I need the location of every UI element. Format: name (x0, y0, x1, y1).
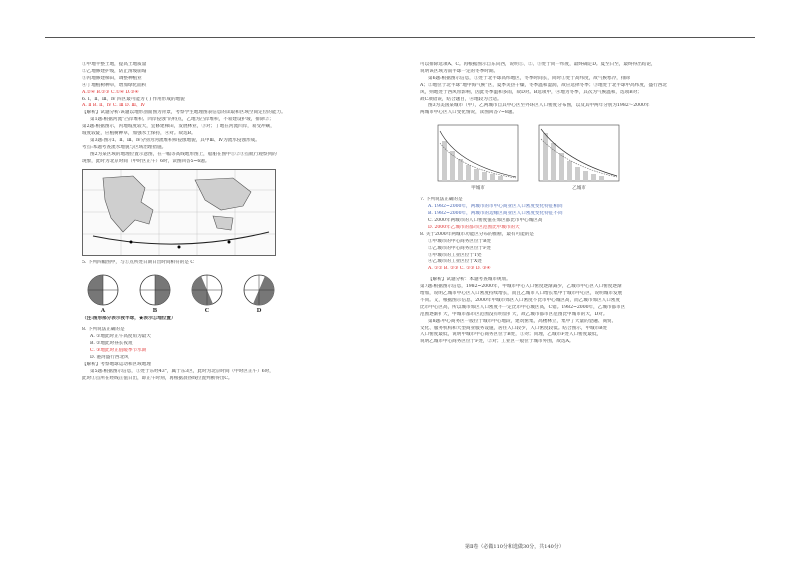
option-line: ①甲城市的中心商务区位于B处 (428, 238, 492, 244)
answer-choices: A.②④ B.②③ C.①④ D.③④ (82, 89, 139, 95)
option-line: ④丁地植树种草，增加绿化面积 (82, 82, 147, 88)
analysis-line: 坡度较陡，应植树种草，加强水土保持，④对。故选B。 (82, 131, 196, 137)
analysis-line: 第7题:根据图示信息，1982~2000年，甲城市中心人口密度逐渐减少，乙城市中心区人口密度逐渐 (420, 284, 622, 290)
question-8: 8. 下列说法正确的是 (82, 327, 125, 333)
answer-choices: A. ①② B. ②③ C. ①③ D. ③④ (428, 266, 491, 272)
globe-note: （注:图形部分表示夜半球，★表示①地位置） (82, 316, 176, 322)
section-footer: 第Ⅱ卷（必做110分和选做30分，共140分） (465, 544, 564, 550)
intro-text: 图3为美国某城市（甲），乙两城市自其中心区至外环区人口密度分布图，以及其中两年分别为1982～2000年 (428, 103, 650, 109)
option-line: A. ①地此时正午高度角为最大 (90, 334, 151, 340)
globe-label: B (152, 307, 158, 314)
globe-diagrams (82, 273, 382, 315)
analysis-line: 第1题:根据河流“凸岸堆积、凹岸侵蚀”的特点，乙地为凸岸堆积，不易建设护坡，排除②； (90, 117, 274, 123)
analysis-line: 【解析】试题分析:该题以地形剖面图为背景，考察学生地理图表信息的读取和区域空间定位的能力。 (82, 110, 286, 116)
question-7: 7. 下列说法正确的是 (420, 197, 463, 203)
right-column (420, 62, 720, 346)
option-line: D. 2000年乙城市的都市区范围比甲城市的大 (428, 224, 520, 230)
analysis-line: 第8题:中心商务区一般位于城市中心地段，建筑密集，高楼林立，集中了大量的金融、商贸、 (428, 318, 617, 324)
graph-label: 乙城市 (572, 186, 586, 192)
text-line: 故C项错误，结合题目，④地较为合适。 (420, 96, 502, 102)
analysis-line: 人口密度最低，说明甲城市中心商务区位于B处，①对；同理，乙城市F处人口密度最低， (420, 332, 602, 338)
graph-city-a (428, 121, 523, 193)
question-8b: 8. 关于2000年两城市功能区分布的推断，最有可能的是 (420, 231, 535, 237)
text-line: 说明该区域为南半球一定的冬季时期。 (420, 68, 499, 74)
option-line: D. 港湾盛行西北风 (90, 354, 129, 360)
question-5: 5. 下列四幅图中，与①点所处日期日出时间相符的是 C (82, 259, 194, 265)
option-line: ②乙地修建护坡，防止滑坡崩塌 (82, 68, 147, 74)
option-line: C. ③地此时正值暖季节水期 (90, 348, 147, 354)
option-line: ③甲城市的工业区位于T处 (428, 252, 482, 258)
graph-label: 甲城市 (471, 186, 485, 192)
globe-drawing (138, 273, 172, 307)
globe-d (242, 273, 276, 315)
option-line: ④乙城市的工业区位于X处 (428, 259, 482, 265)
question-6-options: A. Ⅱ B. Ⅱ、Ⅳ C. Ⅲ D. Ⅲ、Ⅳ (82, 103, 146, 109)
question-6: 6. Ⅰ、Ⅱ、Ⅲ、Ⅳ 四区最可能为 ( ) 作用形成的地貌 (82, 96, 185, 102)
option-line: C. 2000年两城市的人口密度值在郊区都比市中心城区高 (428, 217, 543, 223)
globe-drawing (190, 273, 224, 307)
analysis-line: 增加，说明乙城市中心区人口密度持续增长，而且乙城市人口增长集中于城市中心区，说明城市发展 (420, 291, 623, 297)
text-line: A；②地位于北半球“地中海气候”区，夏季炎热干燥，冬季温和湿润，故应选择冬季；③地处于北半球中高纬度，盛行西北 (420, 82, 667, 88)
graph-city-b (529, 121, 624, 193)
text-line: 可以排除选项A、C。再根据图示自东向西，说明①、②、③处于同一纬度，最终确定D。夏至日至，最终得出结论， (420, 62, 656, 67)
intro-text: 图2为某区域的地理位置示意图，在一幅等高线地形图上，船舶在图中①②③点航行观察到的 (90, 151, 277, 157)
text-line: 第6题:根据图示信息，①处于北半球高纬地区，冬季时间长，同时①处于高纬度，故气候寒冷，排除 (428, 75, 631, 81)
option-line: ③丙地修建梯田，调整种植业 (82, 75, 142, 81)
globe-label: A (100, 307, 106, 314)
globe-a (86, 273, 120, 315)
analysis-title: 【解析】考察地球运动和区域地理 (82, 361, 151, 367)
text-line: 风，则地处于西风带影响，因此冬季温和多雨，故D对。B选项中，④地为冬季，其次为气候温和，选项B对； (420, 89, 642, 95)
page-top-rule (45, 37, 755, 38)
analysis-line: 第3题:图示Ⅰ、Ⅱ、Ⅲ、Ⅳ分别为河流堆积和侵蚀地貌，其中Ⅲ、Ⅳ为流水侵蚀形成。 (90, 137, 260, 143)
option-line: A. 1982~2000年，两城市的市中心商业区人口密度变化特征相同 (428, 204, 563, 210)
analysis-line: 第5题:根据图示信息，①处于东经43°，属于东3区，此时为北京时间（中时区正午）6时， (90, 368, 274, 374)
analysis-line: 比市中心区高，所以城市郊区人口密度不一定比市中心城区高，C错。1982~2000年，乙城市都市区 (420, 304, 626, 310)
analysis-line: 说明乙城市中心商务区位于F处，②对；工业区一般位于城市外围，故选A。 (420, 339, 574, 345)
intro-text: 两城市中心区人口变化情况，读图回答7~8题。 (420, 110, 517, 116)
analysis-line: 文化、服务机构和大型商业服务设施，居住人口较少，人口密度较低。结合图示，甲城市B处 (420, 325, 608, 331)
density-graphs (428, 121, 720, 193)
option-line: ②乙城市的中心商务区位于F处 (428, 245, 491, 251)
globe-c (190, 273, 224, 315)
analysis-line: 不同。又，根据图示信息，2000年甲城市郊区人口密度不比市中心城区高，而乙城市郊区人口密度 (420, 297, 621, 303)
intro-text: 现象，此时为北京时间（中时区正午）6时，读图回答5~6题。 (82, 158, 210, 164)
map-drawing (83, 170, 275, 255)
globe-label: D (256, 307, 262, 314)
globe-drawing (86, 273, 120, 307)
analysis-line: 第2题:根据图示，丙地坡度较大，宜修建梯田，发展林业，③对；丁地在河流凹岸，易受冲刷， (82, 124, 275, 130)
globe-drawing (242, 273, 276, 307)
analysis-title: 【解析】试题分析：本题考查城市规划。 (428, 277, 511, 283)
globe-label: C (204, 307, 210, 314)
region-map (82, 169, 276, 256)
option-line: B. 1982~2000年，两城市的边缘区商业区人口密度变化特征不同 (428, 211, 563, 217)
option-line: B. ②地此时昼长夜短 (90, 341, 133, 347)
analysis-line: 范围逐渐扩大，甲城市都市区范围没有明显扩大，故乙城市都市区范围比甲城市的大，D对。 (420, 311, 608, 317)
analysis-line: 此时①点所在经线正值日出，即正午时刻，再根据晨昏线位置判断得出C。 (82, 375, 233, 381)
globe-b (138, 273, 172, 315)
option-line: ①甲地平整土地，提高土地质量 (82, 62, 147, 67)
left-column (82, 62, 382, 383)
analysis-line: 考点:本题考查流水地貌与区域治理措施。 (82, 144, 167, 150)
